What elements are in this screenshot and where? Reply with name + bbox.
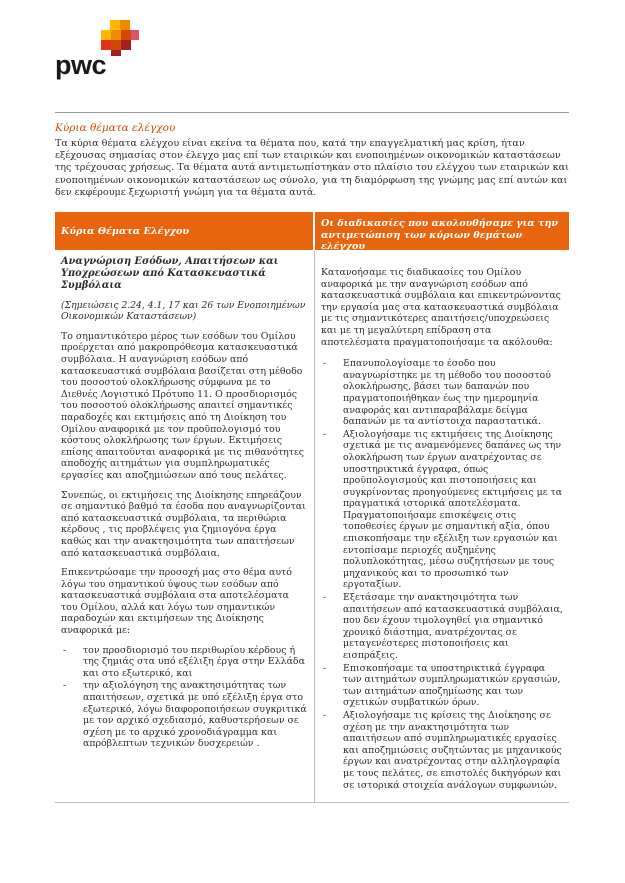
table-bottom-rule	[55, 802, 569, 803]
matter-paragraph-3: Επικεντρώσαμε την προσοχή μας στο θέμα αυτό λόγω του σημαντικού ύψους των εσόδων από κατασκευαστικά συμβόλαια στα αποτελέσματα του Ομίλου, αλλά και λόγω των σημαντικών παραδοχών και εκτιμήσεων της Διοίκησης αναφορικά με:	[61, 567, 292, 637]
section-intro	[55, 138, 569, 199]
procedures-bullet-list	[321, 358, 563, 791]
procedure-bullet: - Επανυπολογίσαμε το έσοδο που αναγνωρίστηκε με τη μέθοδο του ποσοστού ολοκλήρωσης, βάσει των δαπανών που πραγματοποιήθηκαν έως την ημερομηνία αναφοράς και αντιπαραβάλαμε δείγμα δαπανών με τα αντίστοιχα παραστατικά.	[321, 358, 563, 428]
left-column	[55, 250, 313, 802]
intro-paragraph: Τα κύρια θέματα ελέγχου είναι εκείνα τα θέματα που, κατά την επαγγελματική μας κρίση, ήταν εξέχουσας σημασίας στον έλεγχο μας επί των εταιρικών και ενοποιημένων οικονομικών καταστάσεων της τρέχουσας χρήσεως. Τα θέματα αυτά αντιμετωπίστηκαν στο πλαίσιο του ελέγχου των εταιρικών και ενοποιημένων οικονομικών καταστάσεων ως σύνολο, για τη διαμόρφωση της γνώμης μας επί αυτών και δεν εκφέρουμε ξεχωριστή γνώμη για τα θέματα αυτά.	[55, 138, 569, 198]
procedure-bullet: - Αξιολογήσαμε τις εκτιμήσεις της Διοίκησης σχετικά με τις αναμενόμενες δαπάνες ως την ολοκλήρωση των έργων ανατρέχοντας σε υποστηρικτικά έγγραφα, όπως προϋπολογισμούς και πιστοποιήσεις και συγκρίνοντας προηγούμενες εκτιμήσεις με τα πραγματικά ιστορικά αποτελέσματα. Πραγματοποιήσαμε επισκέψεις στις τοποθεσίες έργων με σημαντική αξία, όπου επισκοπήσαμε την εξέλιξη των εργασιών και εντοπίσαμε περιοχές αυξημένης πολυπλοκότητας, μέσω συζητήσεων με τους μηχανικούς και το προσωπικό των εργοταξίων.	[321, 429, 563, 591]
table-header-right	[315, 212, 569, 250]
table-header-left	[55, 212, 313, 250]
procedure-bullet: - Αξιολογήσαμε τις κρίσεις της Διοίκησης σε σχέση με την ανακτησιμότητα των απαιτήσεων από συμπληρωματικές εργασίες και αποζημιώσεις συζητώντας με μηχανικούς έργων και ανατρέχοντας στην αλληλογραφία με τους πελάτες, σε επιστολές δικηγόρων και σε ιστορικά στοιχεία ανάλογων συμφωνιών.	[321, 710, 563, 791]
matter-paragraph-1: Το σημαντικότερο μέρος των εσόδων του Ομίλου προέρχεται από μακροπρόθεσμα κατασκευαστικά συμβόλαια. Η αναγνώριση εσόδων από κατασκευαστικά συμβόλαια βασίζεται στη μέθοδο του ποσοστού ολοκλήρωσης σύμφωνα με το Διεθνές Λογιστικό Πρότυπο 11. Ο προσδιορισμός του ποσοστού ολοκλήρωσης απαιτεί σημαντικές παραδοχές και εκτιμήσεις από τη Διοίκηση του Ομίλου αναφορικά με τον προϋπολογισμό του κόστους ολοκλήρωσης των έργων. Εκτιμήσεις επίσης απαιτούνται αναφορικά με τις πιθανότητες αποδοχής αιτημάτων για συμπληρωματικές εργασίες και αποζημιώσεων από τους πελάτες.	[61, 330, 305, 481]
procedure-bullet: - Επισκοπήσαμε τα υποστηρικτικά έγγραφα των αιτημάτων συμπληρωματικών εργασιών, των αιτημάτων αποζημίωσης και των σχετικών συμβατικών όρων.	[321, 663, 563, 709]
section-title: Κύρια θέματα ελέγχου	[55, 122, 176, 134]
header-left-text: Κύρια Θέματα Ελέγχου	[61, 226, 190, 237]
pwc-logo-text: pwc	[55, 50, 107, 80]
matter-bullet-list	[61, 645, 307, 750]
matter-paragraph-2: Συνεπώς, οι εκτιμήσεις της Διοίκησης επηρεάζουν σε σημαντικό βαθμό τα έσοδα που αναγνωρίζονται από κατασκευαστικά συμβόλαια, τα περιθώρια κέρδους , τις προβλέψεις για ζημιογόνα έργα καθώς και την ανακτησιμότητα των απαιτήσεων από κατασκευαστικά συμβόλαια.	[61, 489, 306, 559]
header-right-text: Οι διαδικασίες που ακολουθήσαμε για την αντιμετώπιση των κύριων θεμάτων ελέγχου	[321, 218, 559, 252]
top-rule	[55, 112, 569, 113]
matter-bullet: - τον προσδιορισμό του περιθωρίου κέρδους ή της ζημιάς στα υπό εξέλιξη έργα στην Ελλάδα και στο εξωτερικό, και	[61, 645, 307, 680]
procedure-bullet: - Εξετάσαμε την ανακτησιμότητα των απαιτήσεων από κατασκευαστικά συμβόλαια, που δεν έχουν τιμολογηθεί για σημαντικό χρονικό διάστημα, ανατρέχοντας σε μεταγενέστερες πιστοποιήσεις και εισπράξεις.	[321, 592, 563, 662]
matter-title: Αναγνώριση Εσόδων, Απαιτήσεων και Υποχρεώσεων από Κατασκευαστικά Συμβόλαια	[61, 256, 279, 291]
right-column	[315, 250, 569, 802]
matter-bullet: - την αξιολόγηση της ανακτησιμότητας των απαιτήσεων, σχετικά με υπό εξέλιξη έργα στο εξωτερικό, λόγω διαφοροποιήσεων συγκριτικά με τον αρχικό σχεδιασμό, καθυστερήσεων σε σχέση με το αρχικό χρονοδιάγραμμα και απρόβλεπτων τεχνικών δυσχερειών .	[61, 680, 307, 750]
matter-note: (Σημειώσεις 2.24, 4.1, 17 και 26 των Ενοποιημένων Οικονομικών Καταστάσεων)	[61, 300, 306, 323]
procedures-intro: Κατανοήσαμε τις διαδικασίες του Ομίλου αναφορικά με την αναγνώριση εσόδων από κατασκευαστικά συμβόλαια και επικεντρώνοντας την εργασία μας στα κατασκευαστικά συμβόλαια με τις σημαντικότερες απαιτήσεις/υποχρεώσεις και με τη μεγαλύτερη επίδραση στα αποτελέσματα πραγματοποιήσαμε τα ακόλουθα:	[321, 267, 561, 348]
